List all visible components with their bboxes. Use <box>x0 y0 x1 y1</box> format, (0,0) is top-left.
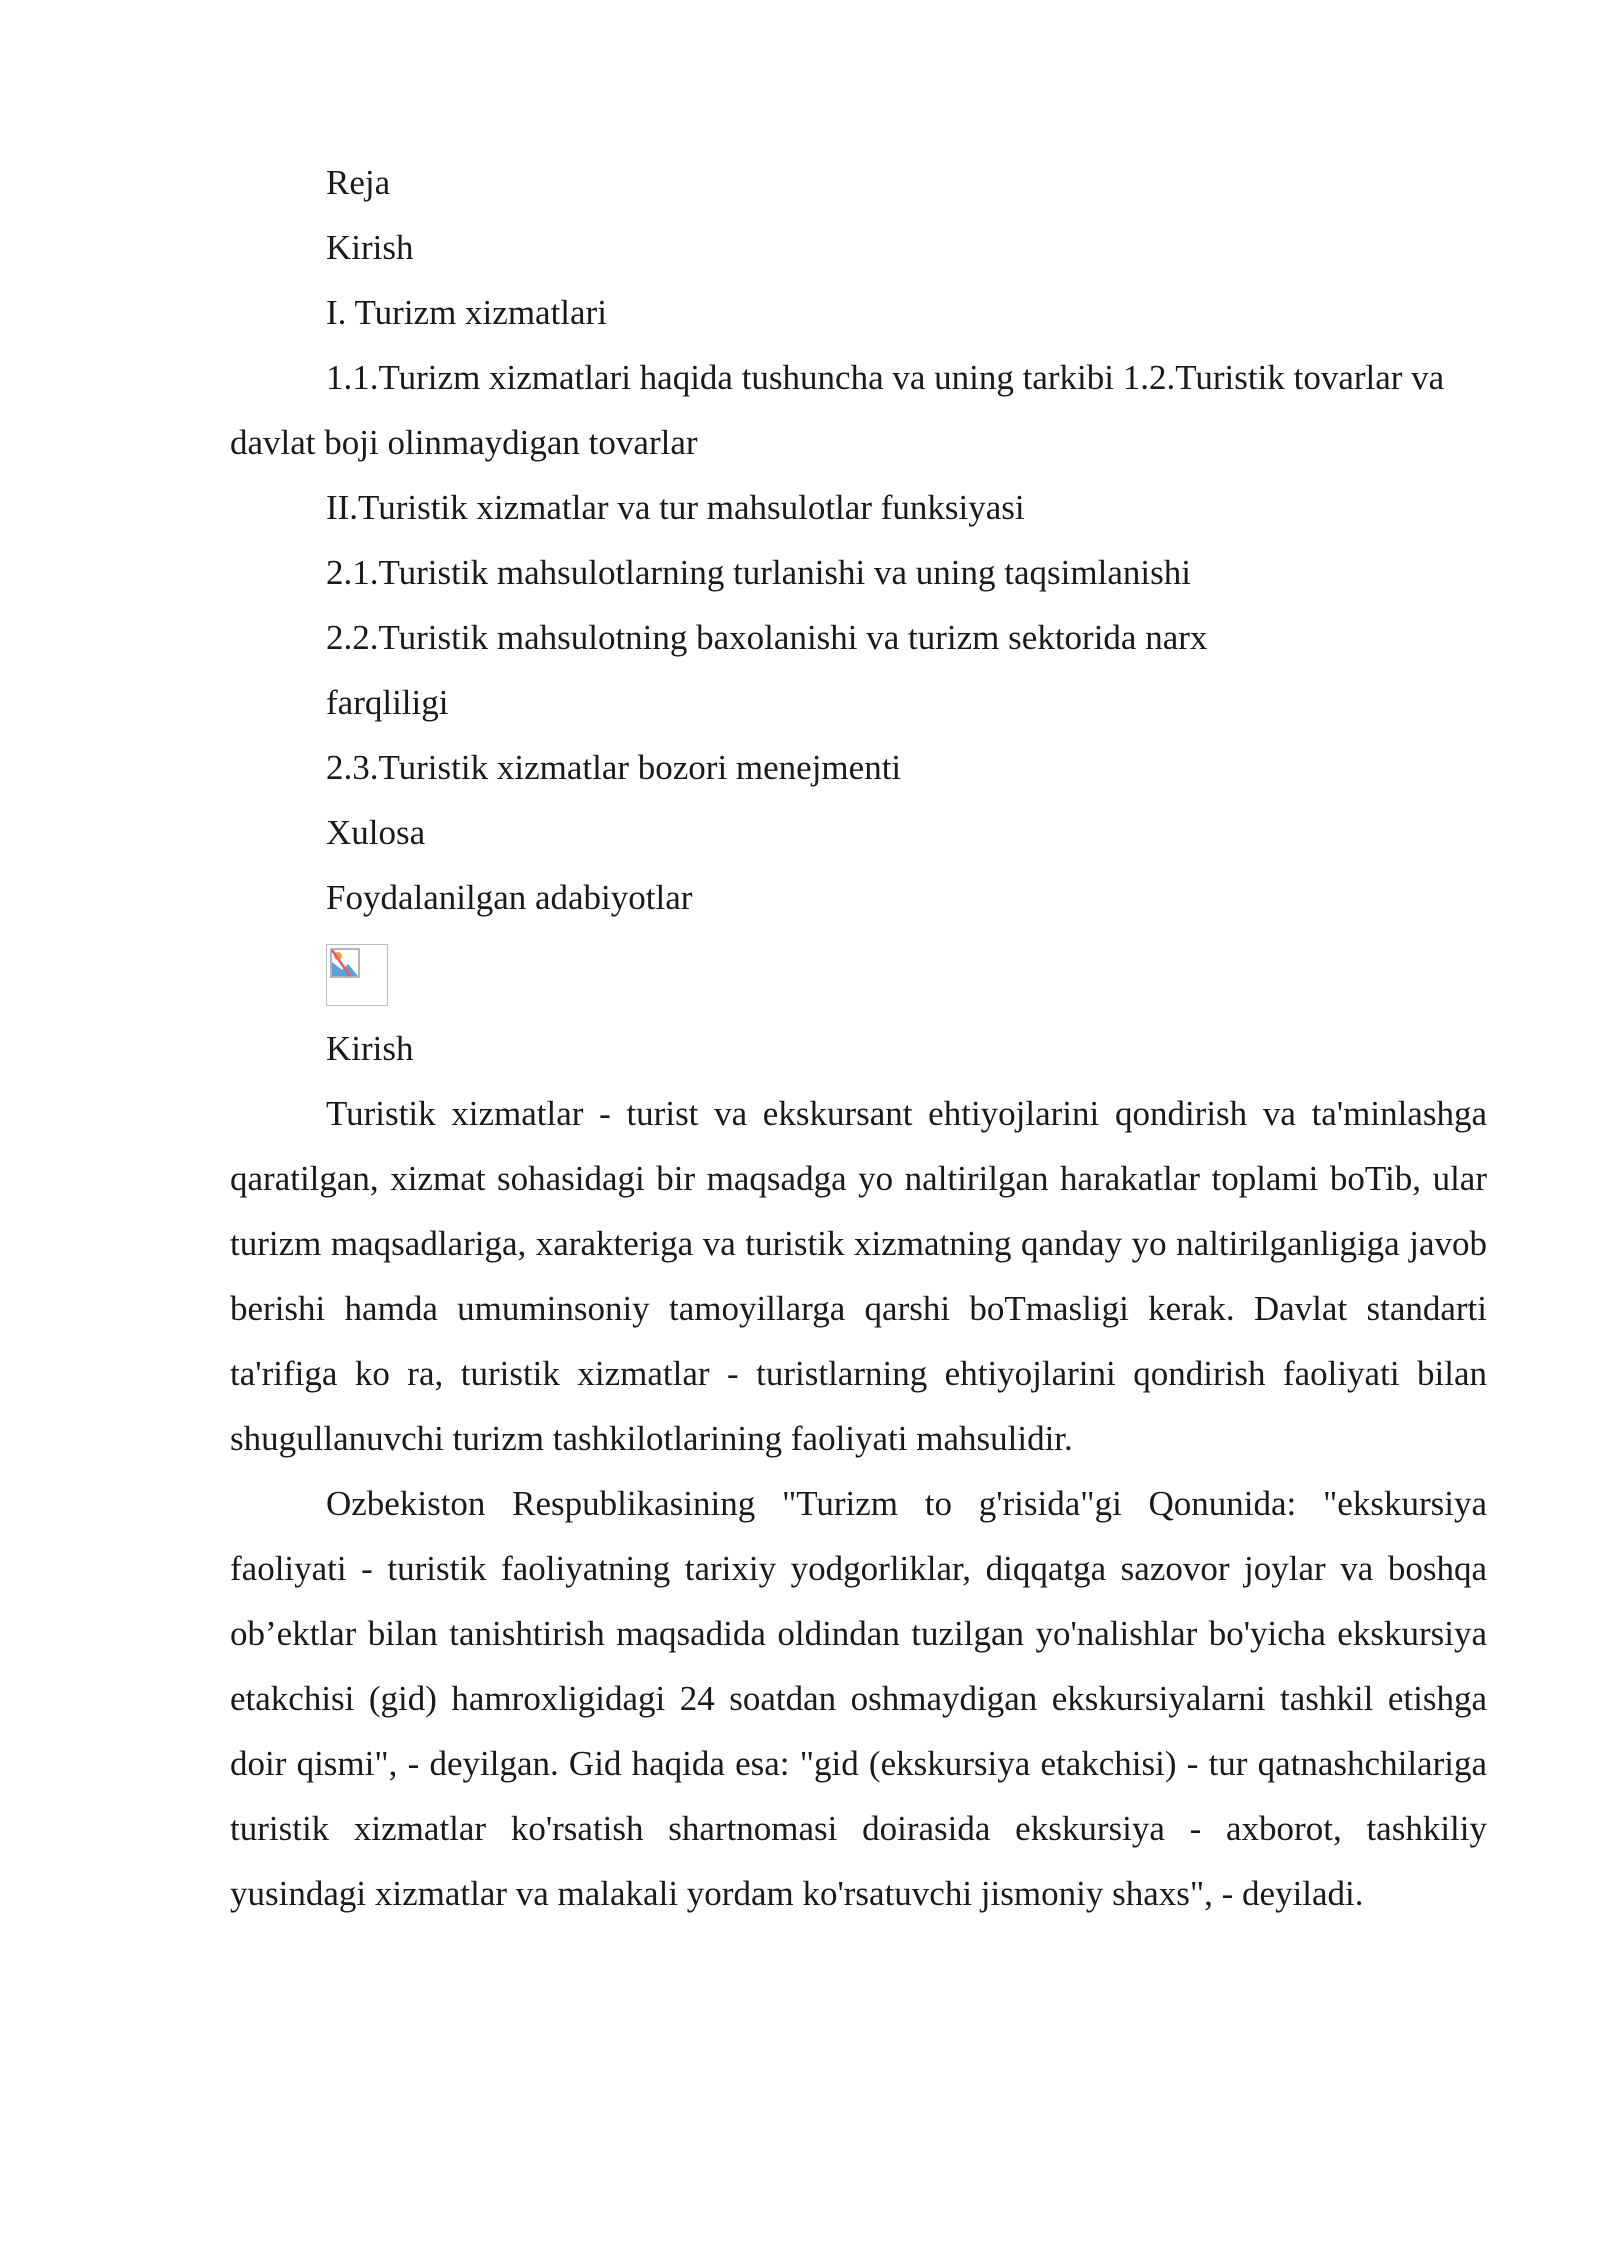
toc-item-intro: Kirish <box>326 228 414 267</box>
toc-item-conclusion: Xulosa <box>326 813 426 852</box>
toc-item-2-2-continued: farqliligi <box>326 683 449 722</box>
toc-chapter-1: I. Turizm xizmatlari <box>326 293 607 332</box>
toc-item-2-1: 2.1.Turistik mahsulotlarning turlanishi va uning taqsimlanishi <box>326 553 1191 592</box>
introduction-section <box>230 1016 1487 1926</box>
toc-title: Reja <box>326 163 391 202</box>
toc-item-2-2: 2.2.Turistik mahsulotning baxolanishi va turizm sektorida narx <box>326 618 1208 657</box>
paragraph-1: Turistik xizmatlar - turist va ekskursant ehtiyojlarini qondirish va ta'minlashga qaratilgan, xizmat sohasidagi bir maqsadga yo naltirilgan harakatlar toplami boTib, ular turizm maqsadlariga, xarakteriga va turistik xizmatning qanday yo naltirilganligiga javob berishi hamda umuminsoniy tamoyillarga qarshi boTmasligi kerak. Davlat standarti ta'rifiga ko ra, turistik xizmatlar - turistlarning ehtiyojlarini qondirish faoliyati bilan shugullanuvchi turizm tashkilotlarining faoliyati mahsulidir. <box>230 1094 1487 1458</box>
table-of-contents <box>230 150 1487 930</box>
document-page <box>230 150 1487 1926</box>
toc-item-references: Foydalanilgan adabiyotlar <box>326 878 693 917</box>
broken-image-icon <box>326 944 388 1006</box>
toc-item-2-3: 2.3.Turistik xizmatlar bozori menejmenti <box>326 748 902 787</box>
section-heading: Kirish <box>326 1029 414 1068</box>
toc-chapter-2: II.Turistik xizmatlar va tur mahsulotlar funksiyasi <box>326 488 1025 527</box>
toc-item-1-1-1-2: 1.1.Turizm xizmatlari haqida tushuncha va uning tarkibi 1.2.Turistik tovarlar va davlat boji olinmaydigan tovarlar <box>230 358 1445 462</box>
paragraph-2: Ozbekiston Respublikasining "Turizm to g'risida"gi Qonunida: "ekskursiya faoliyati - turistik faoliyatning tarixiy yodgorliklar, diqqatga sazovor joylar va boshqa ob’ektlar bilan tanishtirish maqsadida oldindan tuzilgan yo'nalishlar bo'yicha ekskursiya etakchisi (gid) hamroxligidagi 24 soatdan oshmaydigan ekskursiyalarni tashkil etishga doir qismi", - deyilgan. Gid haqida esa: "gid (ekskursiya etakchisi) - tur qatnashchilariga turistik xizmatlar ko'rsatish shartnomasi doirasida ekskursiya - axborot, tashkiliy yusindagi xizmatlar va malakali yordam ko'rsatuvchi jismoniy shaxs", - deyiladi. <box>230 1484 1487 1913</box>
